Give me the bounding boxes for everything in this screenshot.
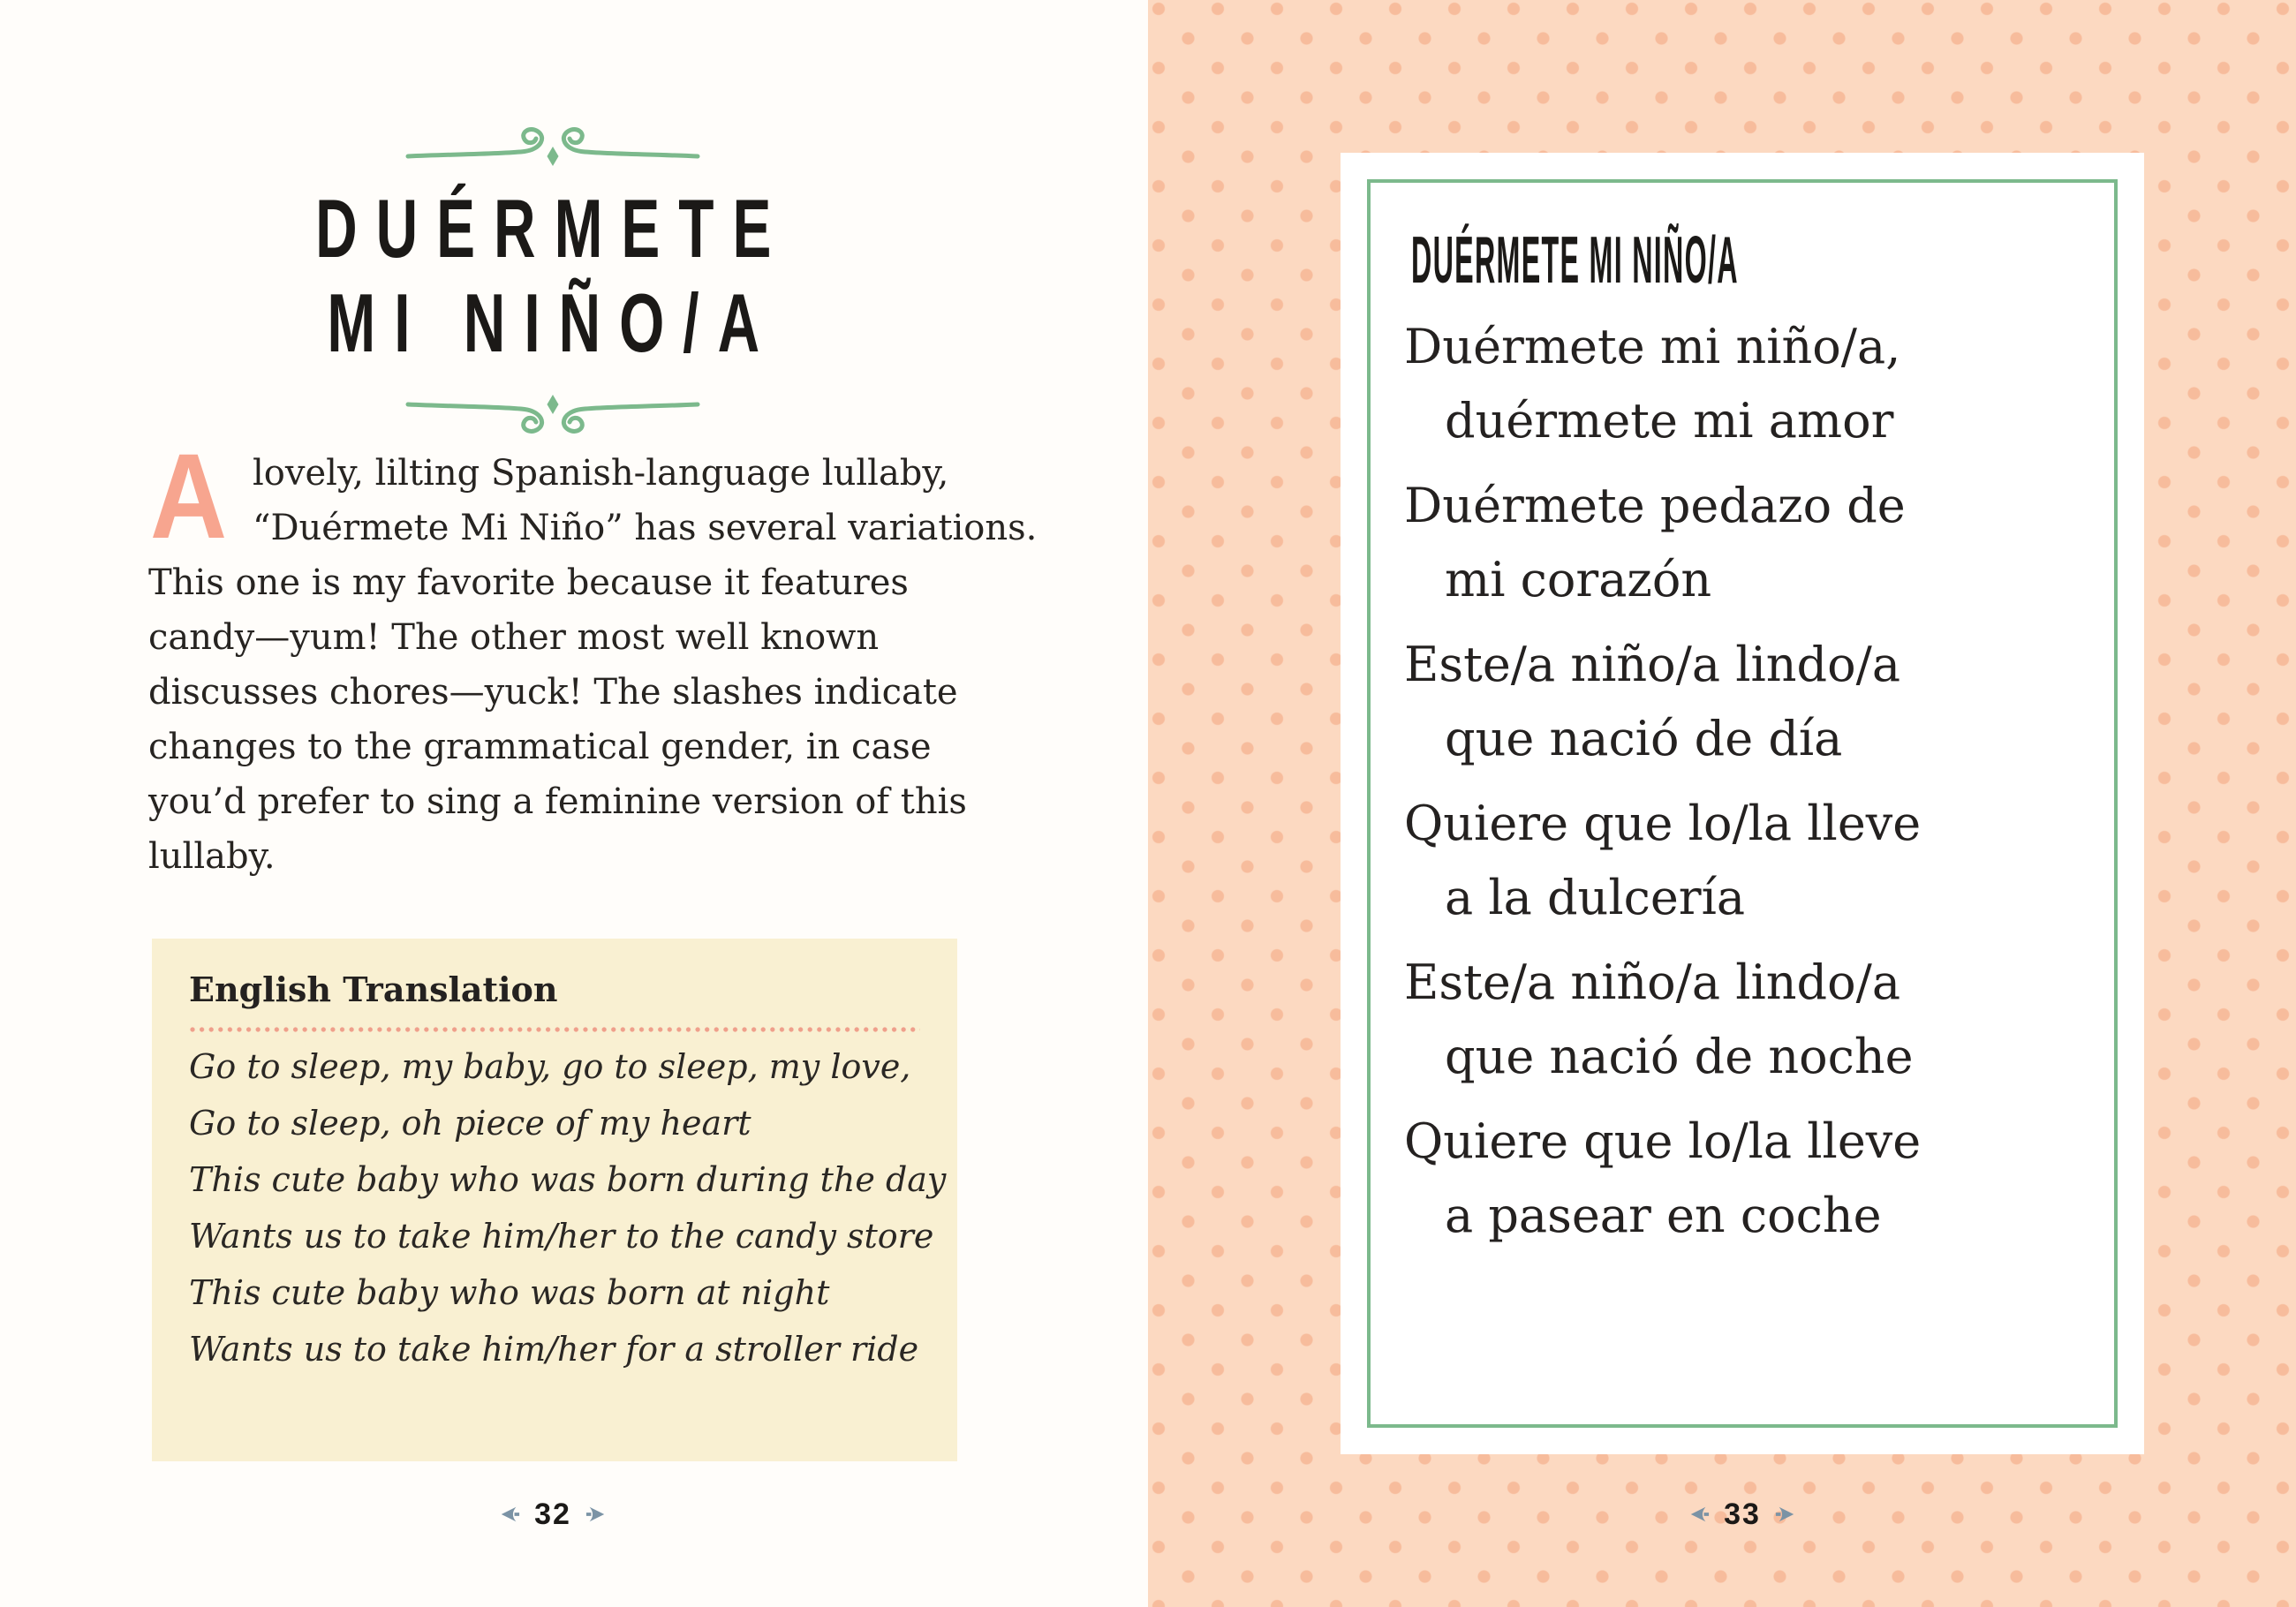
lyric-stanza [1404,1105,2112,1253]
lyric-line-continuation: duérmete mi amor [1445,393,1894,449]
lyrics-heading: DUÉRMETE MI NIÑO/A [1411,223,1739,297]
ornamental-divider-icon [403,120,703,177]
right-page [1148,0,2296,1607]
intro-line: you’d prefer to sing a feminine version of this [148,781,967,822]
page-arrow-right-icon [1775,1505,1796,1524]
translation-line: Go to sleep, my baby, go to sleep, my love, [189,1047,911,1086]
intro-paragraph [148,429,1038,884]
lyric-line: Duérmete pedazo de [1404,478,1906,533]
folio-left [150,1495,955,1534]
lyric-line: Quiere que lo/la lleve [1404,796,1922,851]
lyric-stanza [1404,787,2112,935]
lyric-stanza [1404,469,2112,617]
flourish-divider-top [150,120,955,177]
translation-line: Go to sleep, oh piece of my heart [189,1104,751,1143]
lyrics-card [1341,153,2144,1454]
intro-line: candy—yum! The other most well known [148,617,880,658]
page-title-line1: DUÉRMETE [315,182,790,275]
lyric-line: Quiere que lo/la lleve [1404,1113,1922,1169]
intro-line: This one is my favorite because it features [148,562,909,603]
page-arrow-left-icon [1688,1505,1710,1524]
intro-line: discusses chores—yuck! The slashes indicate [148,672,958,713]
translation-heading: English Translation [189,969,558,1009]
translation-box [152,939,957,1461]
lyric-line: Duérmete mi niño/a, [1404,319,1901,374]
card-content [1404,153,2112,1264]
flourish-divider-bottom [150,384,955,441]
drop-cap: A [150,429,228,564]
page-number: 33 [1724,1497,1761,1531]
translation-line: This cute baby who was born during the day [189,1160,947,1199]
intro-line: “Duérmete Mi Niño” has several variations. [253,508,1038,548]
page-number: 32 [534,1497,571,1531]
folio-right [1341,1495,2144,1534]
lyric-line-continuation: mi corazón [1445,552,1712,607]
page-arrow-right-icon [585,1505,607,1524]
page-title [150,181,955,370]
lyrics [1404,310,2112,1253]
intro-line: lullaby. [148,836,276,877]
lyric-line-continuation: a la dulcería [1445,870,1746,925]
lyric-line-continuation: a pasear en coche [1445,1188,1882,1243]
ornamental-divider-icon [403,384,703,441]
lyric-line: Este/a niño/a lindo/a [1404,637,1901,692]
lyric-stanza [1404,946,2112,1094]
lyric-line: Este/a niño/a lindo/a [1404,954,1901,1010]
translation-line: This cute baby who was born at night [189,1273,830,1312]
translation-line: Wants us to take him/her to the candy store [189,1217,934,1256]
lyric-stanza [1404,310,2112,458]
page-title-line2: MI NIÑO/A [327,276,779,369]
dotted-divider [189,1026,920,1033]
intro-line: changes to the grammatical gender, in case [148,727,932,767]
translation-line: Wants us to take him/her for a stroller ride [189,1330,919,1369]
intro-line: lovely, lilting Spanish-language lullaby, [253,453,949,494]
lyric-line-continuation: que nació de día [1445,711,1843,766]
lyric-line-continuation: que nació de noche [1445,1029,1914,1084]
page-arrow-left-icon [499,1505,520,1524]
lyric-stanza [1404,628,2112,776]
